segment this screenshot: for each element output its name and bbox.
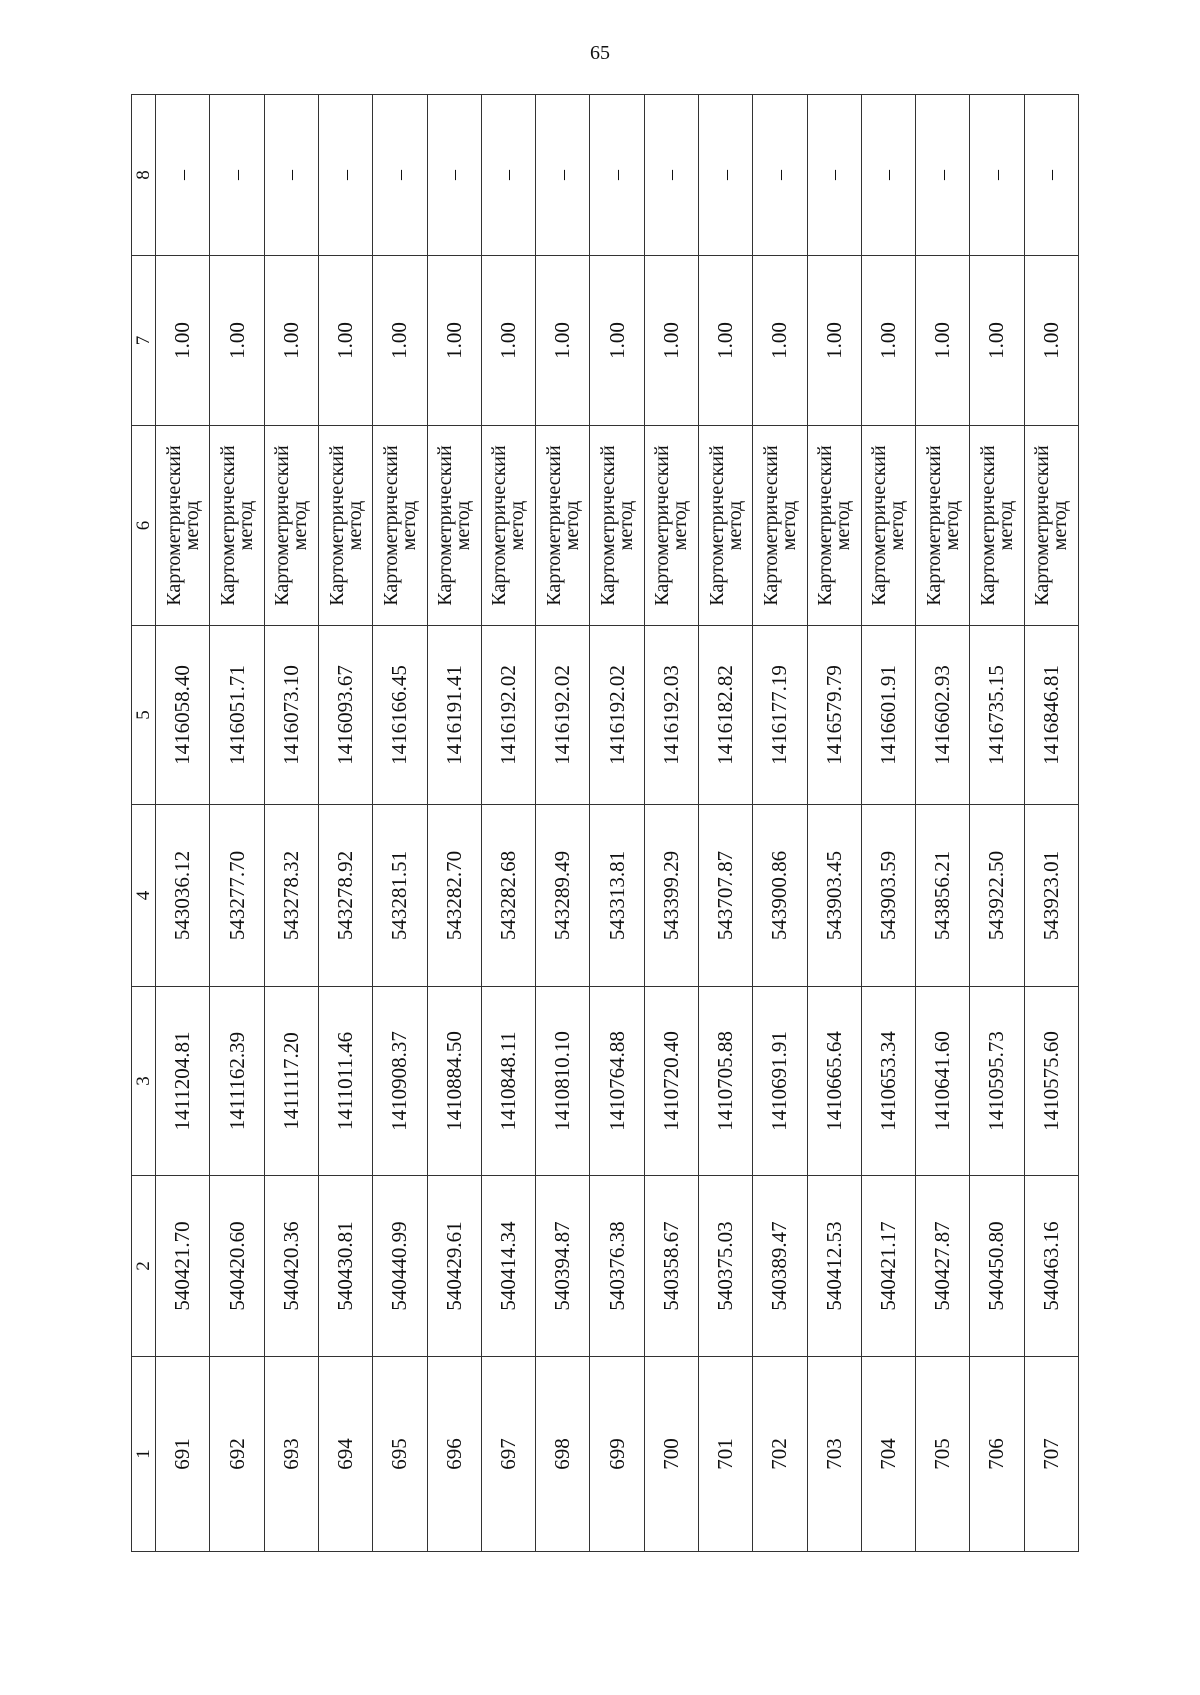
- x-new-cell: 543277.70: [210, 805, 264, 987]
- y-old-cell: 1410705.88: [698, 987, 752, 1176]
- table-row: [644, 95, 698, 1552]
- x-old-cell: 540429.61: [427, 1176, 481, 1357]
- x-new-cell: 543281.51: [373, 805, 427, 987]
- y-new-cell: 1416846.81: [1024, 626, 1078, 805]
- y-old-cell: 1410720.40: [644, 987, 698, 1176]
- y-new-cell: 1416051.71: [210, 626, 264, 805]
- header-cell-7: 7: [132, 256, 156, 426]
- accuracy-cell: 1.00: [427, 256, 481, 426]
- point-number-cell: 704: [861, 1357, 915, 1552]
- accuracy-cell: 1.00: [807, 256, 861, 426]
- x-old-cell: 540389.47: [753, 1176, 807, 1357]
- x-old-cell: 540414.34: [481, 1176, 535, 1357]
- point-number-cell: 699: [590, 1357, 644, 1552]
- y-old-cell: 1411204.81: [156, 987, 210, 1176]
- y-old-cell: 1410848.11: [481, 987, 535, 1176]
- table-row: [373, 95, 427, 1552]
- x-new-cell: 543036.12: [156, 805, 210, 987]
- accuracy-cell: 1.00: [481, 256, 535, 426]
- y-old-cell: 1410575.60: [1024, 987, 1078, 1176]
- y-new-cell: 1416579.79: [807, 626, 861, 805]
- method-cell: Картометрический метод: [644, 426, 698, 626]
- accuracy-cell: 1.00: [1024, 256, 1078, 426]
- note-cell: –: [536, 95, 590, 256]
- header-cell-8: 8: [132, 95, 156, 256]
- note-cell: –: [210, 95, 264, 256]
- table-row: [753, 95, 807, 1552]
- point-number-cell: 697: [481, 1357, 535, 1552]
- y-new-cell: 1416192.02: [481, 626, 535, 805]
- y-new-cell: 1416093.67: [318, 626, 372, 805]
- page-number: 65: [590, 42, 610, 64]
- point-number-cell: 707: [1024, 1357, 1078, 1552]
- accuracy-cell: 1.00: [590, 256, 644, 426]
- method-cell: Картометрический метод: [156, 426, 210, 626]
- x-new-cell: 543922.50: [970, 805, 1024, 987]
- x-new-cell: 543923.01: [1024, 805, 1078, 987]
- table-row: [590, 95, 644, 1552]
- note-cell: –: [156, 95, 210, 256]
- table-row: [481, 95, 535, 1552]
- x-old-cell: 540412.53: [807, 1176, 861, 1357]
- y-old-cell: 1410764.88: [590, 987, 644, 1176]
- y-new-cell: 1416192.03: [644, 626, 698, 805]
- table-row: [698, 95, 752, 1552]
- x-old-cell: 540450.80: [970, 1176, 1024, 1357]
- y-old-cell: 1410595.73: [970, 987, 1024, 1176]
- accuracy-cell: 1.00: [264, 256, 318, 426]
- table-row: [970, 95, 1024, 1552]
- header-cell-3: 3: [132, 987, 156, 1176]
- header-cell-6: 6: [132, 426, 156, 626]
- y-old-cell: 1410665.64: [807, 987, 861, 1176]
- accuracy-cell: 1.00: [861, 256, 915, 426]
- table-row: [427, 95, 481, 1552]
- method-cell: Картометрический метод: [264, 426, 318, 626]
- x-new-cell: 543289.49: [536, 805, 590, 987]
- x-new-cell: 543903.59: [861, 805, 915, 987]
- y-new-cell: 1416166.45: [373, 626, 427, 805]
- table-row: [210, 95, 264, 1552]
- header-cell-2: 2: [132, 1176, 156, 1357]
- x-new-cell: 543707.87: [698, 805, 752, 987]
- note-cell: –: [807, 95, 861, 256]
- y-new-cell: 1416192.02: [590, 626, 644, 805]
- note-cell: –: [481, 95, 535, 256]
- x-old-cell: 540420.36: [264, 1176, 318, 1357]
- y-old-cell: 1410810.10: [536, 987, 590, 1176]
- accuracy-cell: 1.00: [536, 256, 590, 426]
- header-cell-1: 1: [132, 1357, 156, 1552]
- method-cell: Картометрический метод: [916, 426, 970, 626]
- method-cell: Картометрический метод: [318, 426, 372, 626]
- header-cell-5: 5: [132, 626, 156, 805]
- table-row: [536, 95, 590, 1552]
- accuracy-cell: 1.00: [916, 256, 970, 426]
- point-number-cell: 695: [373, 1357, 427, 1552]
- point-number-cell: 705: [916, 1357, 970, 1552]
- x-old-cell: 540375.03: [698, 1176, 752, 1357]
- point-number-cell: 706: [970, 1357, 1024, 1552]
- note-cell: –: [698, 95, 752, 256]
- y-old-cell: 1410884.50: [427, 987, 481, 1176]
- y-new-cell: 1416182.82: [698, 626, 752, 805]
- accuracy-cell: 1.00: [698, 256, 752, 426]
- x-old-cell: 540420.60: [210, 1176, 264, 1357]
- x-old-cell: 540421.70: [156, 1176, 210, 1357]
- coordinates-table: [131, 94, 1079, 1552]
- y-old-cell: 1411117.20: [264, 987, 318, 1176]
- note-cell: –: [1024, 95, 1078, 256]
- table-row: [318, 95, 372, 1552]
- header-cell-4: 4: [132, 805, 156, 987]
- point-number-cell: 702: [753, 1357, 807, 1552]
- point-number-cell: 693: [264, 1357, 318, 1552]
- method-cell: Картометрический метод: [861, 426, 915, 626]
- accuracy-cell: 1.00: [970, 256, 1024, 426]
- x-old-cell: 540358.67: [644, 1176, 698, 1357]
- note-cell: –: [644, 95, 698, 256]
- table-row: [861, 95, 915, 1552]
- x-new-cell: 543856.21: [916, 805, 970, 987]
- note-cell: –: [861, 95, 915, 256]
- note-cell: –: [916, 95, 970, 256]
- table-row: [807, 95, 861, 1552]
- note-cell: –: [753, 95, 807, 256]
- note-cell: –: [264, 95, 318, 256]
- x-old-cell: 540376.38: [590, 1176, 644, 1357]
- x-old-cell: 540430.81: [318, 1176, 372, 1357]
- x-new-cell: 543278.92: [318, 805, 372, 987]
- note-cell: –: [373, 95, 427, 256]
- x-old-cell: 540394.87: [536, 1176, 590, 1357]
- y-old-cell: 1410691.91: [753, 987, 807, 1176]
- note-cell: –: [590, 95, 644, 256]
- method-cell: Картометрический метод: [427, 426, 481, 626]
- method-cell: Картометрический метод: [1024, 426, 1078, 626]
- x-new-cell: 543278.32: [264, 805, 318, 987]
- y-new-cell: 1416735.15: [970, 626, 1024, 805]
- y-old-cell: 1411011.46: [318, 987, 372, 1176]
- point-number-cell: 701: [698, 1357, 752, 1552]
- x-old-cell: 540463.16: [1024, 1176, 1078, 1357]
- x-new-cell: 543900.86: [753, 805, 807, 987]
- accuracy-cell: 1.00: [644, 256, 698, 426]
- point-number-cell: 691: [156, 1357, 210, 1552]
- table-row: [916, 95, 970, 1552]
- x-new-cell: 543399.29: [644, 805, 698, 987]
- method-cell: Картометрический метод: [807, 426, 861, 626]
- method-cell: Картометрический метод: [536, 426, 590, 626]
- method-cell: Картометрический метод: [698, 426, 752, 626]
- y-new-cell: 1416177.19: [753, 626, 807, 805]
- accuracy-cell: 1.00: [156, 256, 210, 426]
- y-old-cell: 1410908.37: [373, 987, 427, 1176]
- method-cell: Картометрический метод: [373, 426, 427, 626]
- method-cell: Картометрический метод: [210, 426, 264, 626]
- y-new-cell: 1416073.10: [264, 626, 318, 805]
- method-cell: Картометрический метод: [753, 426, 807, 626]
- x-old-cell: 540427.87: [916, 1176, 970, 1357]
- note-cell: –: [970, 95, 1024, 256]
- x-old-cell: 540421.17: [861, 1176, 915, 1357]
- y-new-cell: 1416602.93: [916, 626, 970, 805]
- y-new-cell: 1416601.91: [861, 626, 915, 805]
- note-cell: –: [427, 95, 481, 256]
- table-row: [264, 95, 318, 1552]
- accuracy-cell: 1.00: [318, 256, 372, 426]
- note-cell: –: [318, 95, 372, 256]
- table-row: [156, 95, 210, 1552]
- method-cell: Картометрический метод: [970, 426, 1024, 626]
- accuracy-cell: 1.00: [373, 256, 427, 426]
- method-cell: Картометрический метод: [481, 426, 535, 626]
- accuracy-cell: 1.00: [753, 256, 807, 426]
- point-number-cell: 700: [644, 1357, 698, 1552]
- x-new-cell: 543313.81: [590, 805, 644, 987]
- method-cell: Картометрический метод: [590, 426, 644, 626]
- x-new-cell: 543903.45: [807, 805, 861, 987]
- y-new-cell: 1416192.02: [536, 626, 590, 805]
- x-old-cell: 540440.99: [373, 1176, 427, 1357]
- point-number-cell: 703: [807, 1357, 861, 1552]
- point-number-cell: 698: [536, 1357, 590, 1552]
- y-new-cell: 1416058.40: [156, 626, 210, 805]
- point-number-cell: 696: [427, 1357, 481, 1552]
- header-row: [132, 95, 156, 1552]
- table-row: [1024, 95, 1078, 1552]
- accuracy-cell: 1.00: [210, 256, 264, 426]
- x-new-cell: 543282.70: [427, 805, 481, 987]
- y-old-cell: 1410641.60: [916, 987, 970, 1176]
- y-old-cell: 1410653.34: [861, 987, 915, 1176]
- y-new-cell: 1416191.41: [427, 626, 481, 805]
- rotated-table-container: [131, 95, 1079, 1552]
- point-number-cell: 694: [318, 1357, 372, 1552]
- x-new-cell: 543282.68: [481, 805, 535, 987]
- point-number-cell: 692: [210, 1357, 264, 1552]
- y-old-cell: 1411162.39: [210, 987, 264, 1176]
